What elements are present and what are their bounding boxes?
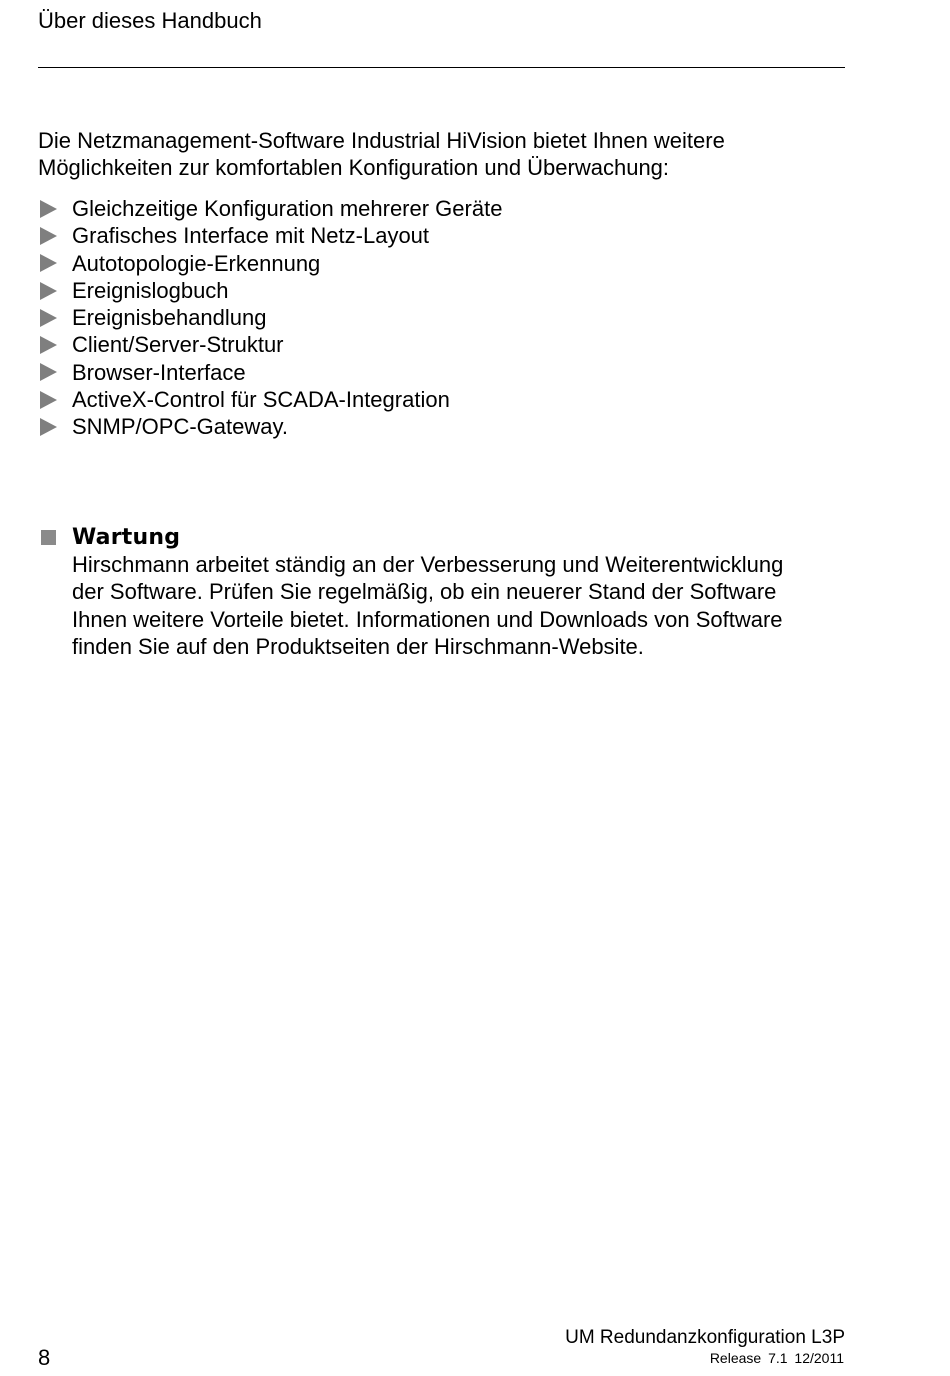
maintenance-section <box>38 523 858 660</box>
section-line: der Software. Prüfen Sie regelmäßig, ob ein neuerer Stand der Software <box>72 579 777 605</box>
intro-line: Die Netzmanagement-Software Industrial HiVision bietet Ihnen weitere <box>38 128 725 153</box>
list-item <box>38 359 502 386</box>
footer-release: Release 7.1 12/2011 <box>709 1350 844 1366</box>
triangle-right-icon <box>38 386 72 413</box>
list-item <box>38 331 502 358</box>
triangle-right-icon <box>38 222 72 249</box>
intro-paragraph <box>38 127 848 181</box>
feature-label: Client/Server-Struktur <box>72 332 284 358</box>
feature-label: Browser-Interface <box>72 359 246 385</box>
section-line: Ihnen weitere Vorteile bietet. Informationen und Downloads von Software <box>72 606 783 632</box>
list-item <box>38 195 502 222</box>
triangle-right-icon <box>38 250 72 277</box>
feature-label: SNMP/OPC-Gateway. <box>72 414 288 440</box>
intro-line: Möglichkeiten zur komfortablen Konfiguration und Überwachung: <box>38 155 670 180</box>
triangle-right-icon <box>38 304 72 331</box>
feature-label: Ereignisbehandlung <box>72 305 267 331</box>
list-item <box>38 277 502 304</box>
feature-label: ActiveX-Control für SCADA-Integration <box>72 387 450 413</box>
list-item <box>38 386 502 413</box>
feature-list <box>38 195 502 441</box>
section-title: Wartung <box>72 524 181 550</box>
list-item <box>38 304 502 331</box>
section-body <box>72 551 858 660</box>
triangle-right-icon <box>38 414 72 441</box>
list-item <box>38 250 502 277</box>
list-item <box>38 222 502 249</box>
square-icon <box>38 524 72 551</box>
triangle-right-icon <box>38 332 72 359</box>
feature-label: Autotopologie-Erkennung <box>72 250 321 276</box>
section-line: finden Sie auf den Produktseiten der Hirschmann-Website. <box>72 633 644 659</box>
feature-label: Ereignislogbuch <box>72 277 229 303</box>
triangle-right-icon <box>38 359 72 386</box>
triangle-right-icon <box>38 277 72 304</box>
section-heading <box>38 523 858 551</box>
running-header-title: Über dieses Handbuch <box>38 8 262 33</box>
section-line: Hirschmann arbeitet ständig an der Verbesserung und Weiterentwicklung <box>72 552 784 577</box>
triangle-right-icon <box>38 195 72 222</box>
list-item <box>38 413 502 440</box>
feature-label: Grafisches Interface mit Netz-Layout <box>72 223 430 249</box>
page-number: 8 <box>38 1345 51 1370</box>
footer-document-title: UM Redundanzkonfiguration L3P <box>565 1327 845 1348</box>
feature-label: Gleichzeitige Konfiguration mehrerer Geräte <box>72 196 503 221</box>
header-divider <box>38 67 845 68</box>
